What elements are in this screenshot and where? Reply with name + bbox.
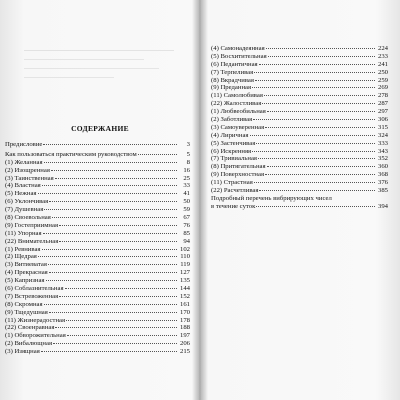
- toc-entry-title: (8) Скромная: [5, 300, 43, 308]
- toc-entry-page: 394: [377, 202, 388, 210]
- toc-entry: [211, 100, 388, 108]
- toc-entry-title: (1) Обворожительная: [5, 332, 66, 340]
- toc-entry: [5, 293, 190, 301]
- toc-entry-page: 41: [183, 190, 190, 198]
- toc-entry: [211, 45, 388, 53]
- toc-note-line: Подробный перечень вибрирующих чисел: [211, 194, 332, 202]
- toc-entry: [5, 324, 190, 332]
- dot-leader: [138, 154, 177, 155]
- right-page: [200, 0, 400, 400]
- toc-entry-title: (4) Лиричная: [211, 131, 249, 139]
- dot-leader: [252, 87, 375, 88]
- dot-leader: [66, 320, 177, 321]
- toc-entry: [5, 340, 190, 348]
- toc-entry-title: (4) Самонадеянная: [211, 45, 265, 52]
- toc-entry: [211, 53, 388, 61]
- dot-leader: [59, 225, 177, 226]
- dot-leader: [258, 158, 375, 159]
- toc-entry: [5, 190, 190, 198]
- toc-entry-title: (1) Желанная: [5, 158, 43, 166]
- toc-entry-title: (1) Любвеобильная: [211, 108, 266, 116]
- dot-leader: [55, 327, 177, 328]
- dot-leader: [48, 264, 177, 265]
- toc-entry: [5, 332, 190, 340]
- toc-entry-title: (5) Застенчивая: [211, 139, 256, 147]
- toc-entry: [211, 148, 388, 156]
- toc-entry-page: 287: [377, 100, 388, 108]
- toc-entry-page: 161: [179, 300, 190, 308]
- toc-entry-title: (3) Витиеватая: [5, 261, 47, 269]
- toc-entry-page: 135: [179, 277, 190, 285]
- toc-entry: [5, 175, 190, 183]
- toc-entry-title: (7) Тривиальная: [211, 155, 257, 163]
- toc-entry-title: (6) Соблазнительная: [5, 285, 64, 293]
- toc-entry-title: (22) Расчетливая: [211, 187, 259, 195]
- toc-entry-page: 188: [179, 324, 190, 332]
- toc-entry-page: 241: [377, 60, 388, 68]
- toc-entry-page: 224: [377, 45, 388, 52]
- toc-entry-page: 250: [377, 68, 388, 76]
- toc-entry: [211, 171, 388, 179]
- toc-entry-title: (6) Педантичная: [211, 60, 258, 68]
- toc-entry-page: 94: [183, 237, 190, 245]
- toc-entry-title: (6) Уклончивая: [5, 198, 49, 206]
- dot-leader: [41, 351, 177, 352]
- toc-list-right: [211, 45, 388, 211]
- toc-entry-page: 50: [183, 198, 190, 206]
- toc-entry-title: (9) Гостеприимная: [5, 221, 59, 229]
- toc-entry-page: 343: [377, 147, 388, 155]
- dot-leader: [53, 343, 177, 344]
- toc-entry-page: 333: [377, 139, 388, 147]
- toc-entry-title: (8) Своевольная: [5, 214, 51, 222]
- toc-entry-page: 76: [183, 221, 190, 229]
- toc-entry-page: 85: [183, 229, 190, 237]
- dot-leader: [44, 209, 177, 210]
- dot-leader: [44, 162, 177, 163]
- toc-entry: [5, 206, 190, 214]
- dot-leader: [59, 241, 177, 242]
- toc-entry-page: 278: [377, 92, 388, 100]
- toc-entry-title: (2) Изощренная: [5, 166, 50, 174]
- toc-entry: [5, 246, 190, 254]
- dot-leader: [67, 335, 177, 336]
- dot-leader: [49, 272, 177, 273]
- dot-leader: [59, 296, 177, 297]
- toc-entry-title: (7) Терпеливая: [211, 68, 254, 76]
- toc-entry-page: 315: [377, 123, 388, 131]
- toc-entry: [211, 187, 388, 195]
- toc-entry-page: 25: [183, 174, 190, 182]
- dot-leader: [256, 206, 375, 207]
- toc-entry-page: 206: [179, 340, 190, 348]
- toc-entry: [211, 179, 388, 187]
- dot-leader: [65, 288, 177, 289]
- toc-entry-page: 269: [377, 84, 388, 92]
- dot-leader: [254, 182, 375, 183]
- dot-leader: [259, 190, 375, 191]
- toc-entry: [5, 277, 190, 285]
- toc-entry: [5, 317, 190, 325]
- toc-entry-title: (2) Вибалющная: [5, 340, 53, 348]
- toc-entry: [211, 69, 388, 77]
- toc-note-line: в течение суток: [211, 202, 256, 210]
- dot-leader: [55, 178, 177, 179]
- toc-entry-page: 297: [377, 108, 388, 116]
- toc-entry: [211, 132, 388, 140]
- toc-entry-title: (2) Щедрая: [5, 253, 37, 261]
- toc-entry: [5, 309, 190, 317]
- dot-leader: [267, 166, 375, 167]
- dot-leader: [43, 144, 177, 145]
- toc-entry-page: 215: [179, 348, 190, 356]
- show-through-text: [24, 46, 174, 86]
- dot-leader: [43, 233, 177, 234]
- dot-leader: [46, 280, 178, 281]
- toc-entry-page: 197: [179, 332, 190, 340]
- toc-entry-page: 3: [186, 141, 190, 148]
- dot-leader: [267, 111, 375, 112]
- toc-entry-page: 119: [180, 261, 190, 269]
- toc-entry: [211, 124, 388, 132]
- dot-leader: [262, 103, 375, 104]
- toc-entry-title: (9) Тщедушная: [5, 308, 48, 316]
- toc-entry: [5, 261, 190, 269]
- toc-entry-title: (3) Самоуверенная: [211, 123, 265, 131]
- toc-entry-title: (3) Таинственная: [5, 174, 54, 182]
- toc-entry-title: (8) Притягательная: [211, 163, 266, 171]
- toc-entry-title: Как пользоваться практическим руководством: [5, 150, 137, 158]
- toc-entry-page: 152: [179, 292, 190, 300]
- toc-entry-page: 259: [377, 76, 388, 84]
- page-title: СОДЕРЖАНИЕ: [71, 124, 129, 133]
- toc-entry-page: 127: [179, 269, 190, 277]
- dot-leader: [52, 217, 177, 218]
- toc-entry-page: 306: [377, 116, 388, 124]
- toc-entry: [5, 253, 190, 261]
- dot-leader: [49, 312, 177, 313]
- toc-entry: [211, 163, 388, 171]
- toc-entry-title: (7) Встревоженная: [5, 292, 59, 300]
- toc-entry: [5, 167, 190, 175]
- dot-leader: [255, 80, 375, 81]
- dot-leader: [49, 201, 177, 202]
- toc-entry: [211, 108, 388, 116]
- toc-entry-title: (6) Искренняя: [211, 147, 252, 155]
- toc-entry-title: (11) Жизнерадостная: [5, 316, 66, 324]
- dot-leader: [265, 174, 375, 175]
- dot-leader: [42, 185, 177, 186]
- toc-entry-title: (4) Прекрасная: [5, 269, 48, 277]
- toc-entry-title: (7) Душевная: [5, 206, 44, 214]
- toc-entry: [211, 140, 388, 148]
- toc-entry-title: (11) Самолюбивая: [211, 92, 263, 100]
- toc-entry-page: 5: [186, 150, 190, 158]
- toc-entry-title: (22) Своенравная: [5, 324, 55, 332]
- toc-entry: [211, 116, 388, 124]
- toc-entry: [5, 230, 190, 238]
- toc-entry-page: 59: [183, 206, 190, 214]
- toc-entry: [5, 141, 190, 149]
- toc-entry-title: (22) Внимательная: [5, 237, 59, 245]
- toc-entry-page: 385: [377, 187, 388, 195]
- toc-entry: [5, 285, 190, 293]
- toc-entry-title: (1) Ревнивая: [5, 245, 41, 253]
- dot-leader: [265, 127, 375, 128]
- dot-leader: [44, 304, 177, 305]
- dot-leader: [252, 151, 375, 152]
- toc-entry-page: 110: [180, 253, 190, 261]
- toc-entry: [211, 61, 388, 69]
- toc-entry: [5, 159, 190, 167]
- toc-entry-page: 178: [179, 316, 190, 324]
- toc-entry: [5, 182, 190, 190]
- dot-leader: [42, 249, 178, 250]
- dot-leader: [268, 56, 375, 57]
- toc-list-left: [5, 141, 190, 356]
- toc-entry: [5, 214, 190, 222]
- dot-leader: [264, 95, 375, 96]
- toc-entry: [5, 238, 190, 246]
- toc-entry-title: (5) Капризная: [5, 277, 45, 285]
- toc-entry-page: 170: [179, 308, 190, 316]
- dot-leader: [38, 256, 177, 257]
- toc-entry: [211, 77, 388, 85]
- toc-entry-title: (11) Упорная: [5, 229, 42, 237]
- toc-entry-page: 67: [183, 214, 190, 222]
- toc-entry-title: (22) Жалостливая: [211, 100, 262, 108]
- toc-entry-page: 324: [377, 131, 388, 139]
- toc-entry-title: (9) Преданная: [211, 84, 252, 92]
- toc-entry-title: (4) Властная: [5, 182, 41, 190]
- dot-leader: [250, 135, 376, 136]
- toc-entry: [5, 198, 190, 206]
- toc-entry-title: Предисловие: [5, 141, 43, 148]
- toc-entry-page: 352: [377, 155, 388, 163]
- toc-entry-title: (11) Страстная: [211, 179, 253, 187]
- toc-entry-title: (5) Нежная: [5, 190, 37, 198]
- dot-leader: [256, 143, 375, 144]
- toc-entry-page: 376: [377, 179, 388, 187]
- toc-entry: [211, 92, 388, 100]
- toc-entry: [211, 155, 388, 163]
- toc-entry-title: (3) Изящная: [5, 348, 40, 356]
- toc-entry: [211, 84, 388, 92]
- toc-entry-page: 368: [377, 171, 388, 179]
- dot-leader: [253, 119, 375, 120]
- toc-entry-page: 102: [179, 245, 190, 253]
- dot-leader: [254, 72, 375, 73]
- toc-entry: [5, 151, 190, 159]
- toc-entry: [5, 301, 190, 309]
- dot-leader: [259, 64, 375, 65]
- toc-entry-page: 144: [179, 285, 190, 293]
- toc-entry-title: (9) Поверхностная: [211, 171, 265, 179]
- dot-leader: [38, 193, 177, 194]
- toc-entry: [5, 348, 190, 356]
- dot-leader: [266, 48, 375, 49]
- toc-entry-page: 16: [183, 166, 190, 174]
- toc-entry-page: 8: [186, 158, 190, 166]
- toc-entry-title: (5) Восхитительная: [211, 52, 267, 60]
- dot-leader: [51, 170, 177, 171]
- toc-entry-page: 233: [377, 52, 388, 60]
- toc-entry-page: 360: [377, 163, 388, 171]
- toc-entry-title: (2) Заботливая: [211, 116, 253, 124]
- toc-entry-title: (8) Вкрадчивая: [211, 76, 254, 84]
- toc-note-entry: [211, 203, 388, 211]
- toc-entry-page: 33: [183, 182, 190, 190]
- toc-entry: [5, 269, 190, 277]
- toc-entry: [5, 222, 190, 230]
